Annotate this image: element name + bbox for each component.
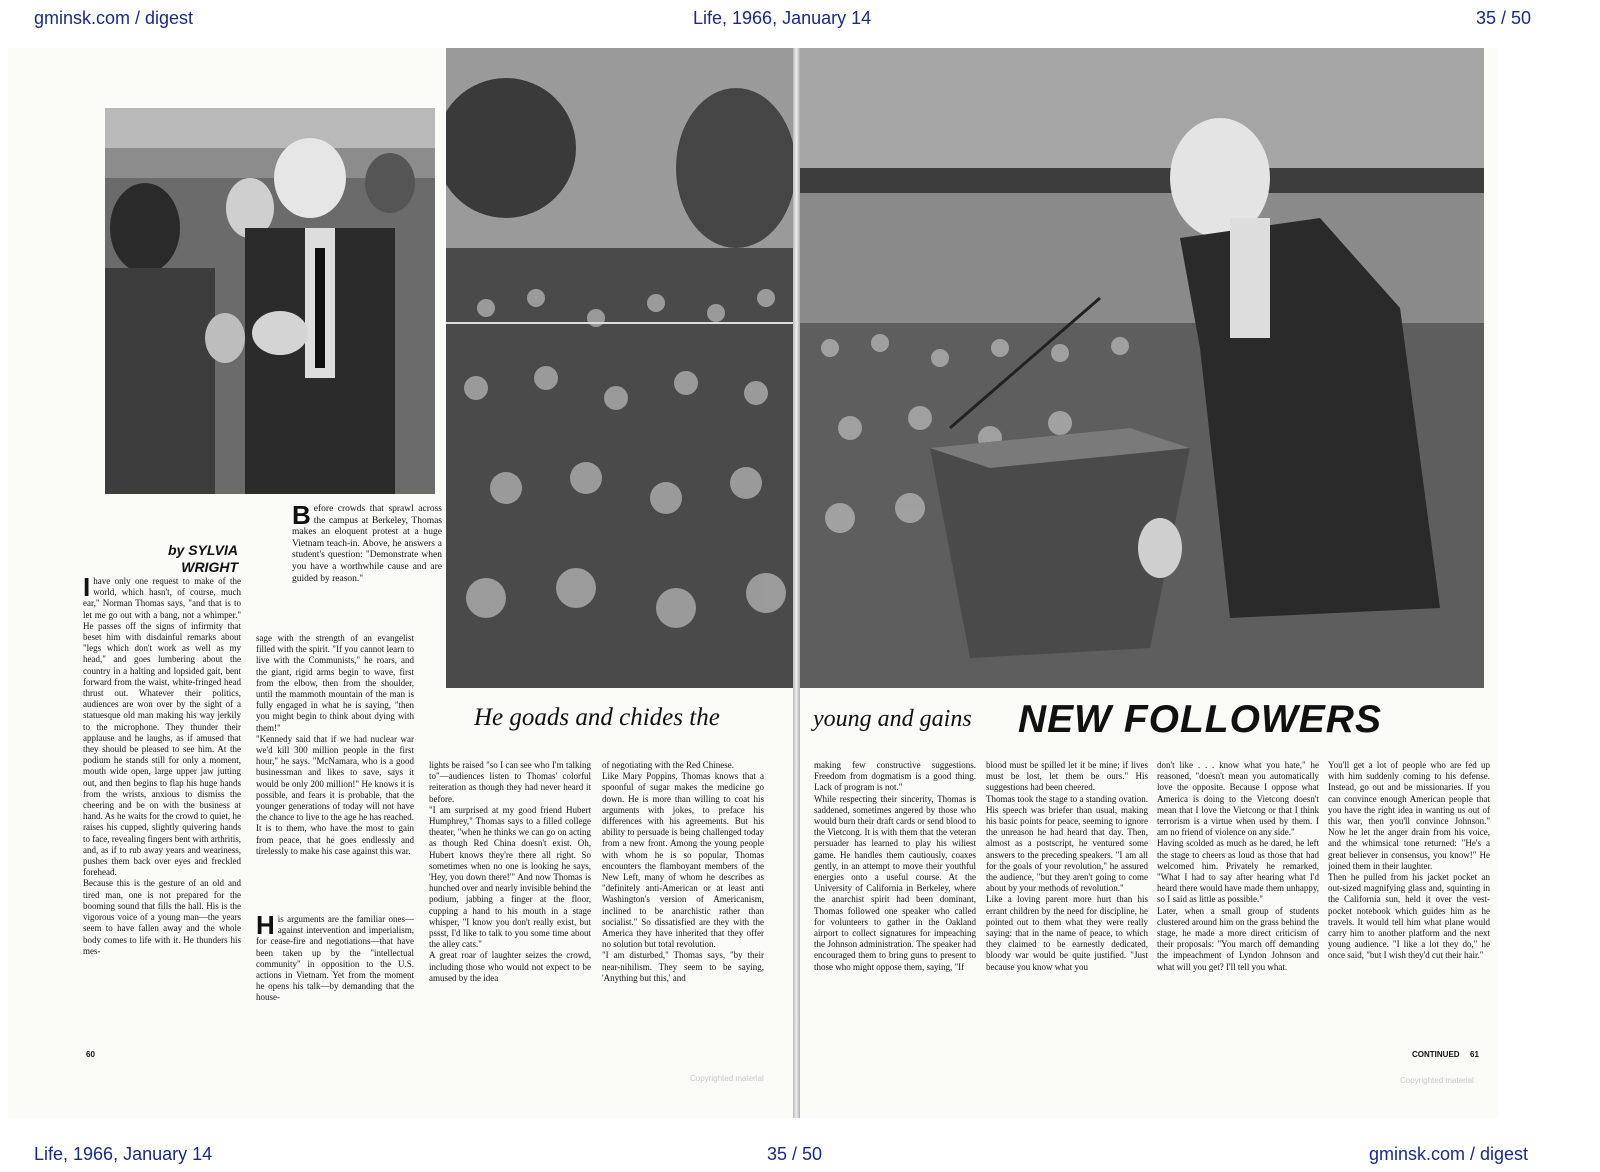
top-bar — [0, 2, 1600, 36]
page-counter-bottom: 35 / 50 — [767, 1144, 823, 1164]
photo-caption — [292, 500, 442, 585]
photo-thomas-podium — [800, 48, 1484, 688]
site-link-bottom[interactable]: gminsk.com / digest — [1369, 1144, 1529, 1164]
folio-right: 61 — [1470, 1050, 1479, 1059]
site-link[interactable]: gminsk.com / digest — [34, 8, 194, 28]
gutter — [793, 48, 800, 1118]
article-column-6: blood must be spilled let it be mine; if lives must be lost, let them be ours." His suggestions had been cheered. Thomas took the stage to a standing ovation. His speech was briefer than usual, making his basic points for peace, seeming to ignore the unreason he had heard that day. Then, almost as a postscript, he ventured some answers to the preceding speakers. "I am all for the goals of your revolution," he assured the audience, "but they aren't going to come about by your methods of revolution." Like a loving parent more hurt than his errant children by the need for discipline, he pointed out to them what they were really saying: that in the name of peace, to which they claimed to be earnestly dedicated, bloody war would be quite justified. "Just because you know what you — [986, 760, 1148, 972]
folio-left: 60 — [86, 1050, 95, 1059]
article-column-3: lights be raised "so I can see who I'm talking to"—audiences listen to Thomas' colorful reiteration as though they had never heard it before. "I am surprised at my good friend Hubert Humphrey," Thomas says to a filled college theater, "when he thinks we can go on acting as though Red China doesn't exist. Oh, Hubert knows they're there all right. So sometimes when no one is looking he says, 'Hey, you down there!'" And now Thomas is hunched over and nearly invisible behind the podium, jabbing a finger at the floor, cupping a hand to his mouth in a stage whisper, "I know you don't really exist, but pssst, I'd like to talk to you some time about the alley cats." A great roar of laughter seizes the crowd, including those who would not expect to be amused by the idea — [429, 760, 591, 983]
column-2b-text: is arguments are the familiar ones—against intervention and imperialism, for cease-fire and negotiations—that have been taken up by the "intellectual community" in opposition to the U.S. actions in Vietnam. Yet from the moment he opens his talk—by demanding that the house- — [256, 914, 414, 1003]
article-column-2: sage with the strength of an evangelist filled with the spirit. "If you cannot learn to live with the Communists," he roars, and the giant, rigid arms begin to wave, first from the elbow, then from the shoulder, until the mammoth mountain of the man is fully engaged in what he is saying, "then you might begin to think about dying with them!" "Kennedy said that if we had nuclear war we'd kill 300 million people in the first hour," he says. "McNamara, who is a good businessman and likes to save, says it would be only 200 million!" He knows it is possible, and fears it is probable, that the younger generations of today will not have the chance to live to the age he has reached. It is to them, who have the most to gain from peace, that he goes endlessly and tirelessly to make his case against this war. — [256, 633, 414, 856]
continued-label: CONTINUED — [1412, 1050, 1460, 1059]
article-dropcap: I — [83, 576, 91, 602]
article-column-2b — [256, 914, 414, 1064]
byline: by SYLVIA WRIGHT — [167, 542, 238, 575]
column-1-text: have only one request to make of the world, which hasn't, of course, much ear," Norman Thomas says, "and that is to let me go out with a bang, not a whimper." He passes off the signs of infirmity that beset him with disdainful remarks about "legs which don't work as well as my head," and goes lumbering about the country in a halting and lopsided gait, bent forward from the waist, white-fringed head thrust out. Whatever their politics, audiences are won over by the sight of a statuesque old man making his way jerkily to the microphone. They thunder their applause and he laughs, as if amused that they should be pleased to see him. At the podium he stands still for only a moment, mouth wide open, large upper jaw jutting out, and then begins to flap his huge hands from the wrists, anxious to dismiss the cheering and be on with the business at hand. As he waits for the crowd to quiet, he raises his cupped, slightly quivering hands to face, revealing fingers bent with arthritis, and, as if to rub away years and weariness, pushes them back over eyes and freckled forehead. Because this is the gesture of an old and tired man, one is not prepared for the booming sound that fills the hall. His is the vigorous voice of a young man—the years seem to have fallen away and the whole body comes to life with it. He thunders his mes- — [83, 576, 241, 956]
page-counter: 35 / 50 — [1476, 8, 1532, 28]
watermark-left: Copyrighted material — [690, 1074, 764, 1083]
caption-text: efore crowds that sprawl across the campus at Berkeley, Thomas makes an eloquent protest at a huge Vietnam teach-in. Above, he answers a student's question: "Demonstrate when you have a worthwhile cause and are guided by reason." — [292, 504, 442, 584]
issue-title-bottom: Life, 1966, January 14 — [34, 1144, 213, 1164]
headline-new-followers: NEW FOLLOWERS — [1018, 698, 1382, 741]
article-column-8: You'll get a lot of people who are fed up with him suddenly coming to his defense. Instead, go out and be missionaries. If you can convince enough American people that you have the right idea in wanting us out of this war, then you'll convince Johnson." Now he let the anger drain from his voice, and the whimsical tone returned: "He's a great believer in consensus, you know!" He joined them in their laughter. Then he pulled from his jacket pocket an out-sized magnifying glass and, squinting in the California sun, held it over the vest-pocket notebook which guides him as he travels. It would tell him what plane would carry him to another platform and the next young audience. "I like a lot they do," he once said, "but I wish they'd cut their hair." — [1328, 760, 1490, 961]
section-dropcap: H — [256, 914, 275, 940]
photo-crowd-left — [446, 48, 793, 688]
headline-right-italic: young and gains — [813, 706, 972, 732]
photo-thomas-answering — [105, 108, 435, 494]
right-page — [800, 48, 1498, 1118]
article-column-7: don't like . . . know what you hate," he reasoned, "doesn't mean you automatically love the opposite. Because I oppose what America is doing to the Vietcong doesn't mean that I love the Vietcong or that I think terrorism is a virtue when used by them. I am no friend of violence on any side." Having scolded as much as he dared, he left the stage to cheers as loud as those that had welcomed him. Privately he remarked, "What I had to say after hearing what I'd heard there would have made them unhappy, so I said as little as possible." Later, when a small group of students clustered around him on the grass behind the stage, he made a more direct criticism of their proposals: "You march off demanding the impeachment of Lyndon Johnson and what will you get? I'll tell you what. — [1157, 760, 1319, 972]
caption-dropcap: B — [292, 500, 311, 530]
article-column-4: of negotiating with the Red Chinese. Like Mary Poppins, Thomas knows that a spoonful of sugar makes the medicine go down. He is more than willing to coat his arguments with jokes, to preface his differences with his agreements. But his ability to persuade is being challenged today from a new front. Among the young people with whom he is so popular, Thomas encounters the flamboyant members of the New Left, many of whom he describes as "definitely anti-American or at least anti Washington's version of Americanism, inclined to be anarchistic rather than socialist." So dissatisfied are they with the America they have inherited that they offer no solution but total revolution. "I am disturbed," Thomas says, "by their near-nihilism. They seem to be saying, 'Anything but this,' and — [602, 760, 764, 983]
left-page — [8, 48, 793, 1118]
article-column-5: making few constructive suggestions. Freedom from dogmatism is a good thing. Lack of program is not." While respecting their sincerity, Thomas is saddened, sometimes angered by those who would burn their draft cards or send blood to the Vietcong. It is with them that the veteran persuader has learned to play his wiliest game. He handles them cautiously, coaxes gently, in an attempt to move their youthful energies onto a useful course. At the University of California in Berkeley, where the anarchist spirit had been dominant, Thomas followed one speaker who called for volunteers to gather in the Oakland airport to collect signatures for impeaching the Johnson administration. The speaker had encouraged them to bring guns to present to those who might oppose them, saying, "If — [814, 760, 976, 972]
article-column-1 — [83, 576, 241, 1066]
headline-left: He goads and chides the — [474, 704, 720, 731]
bottom-bar — [0, 1138, 1600, 1172]
issue-title: Life, 1966, January 14 — [693, 8, 872, 28]
watermark-right: Copyrighted material — [1400, 1076, 1474, 1085]
magazine-spread — [8, 48, 1498, 1118]
